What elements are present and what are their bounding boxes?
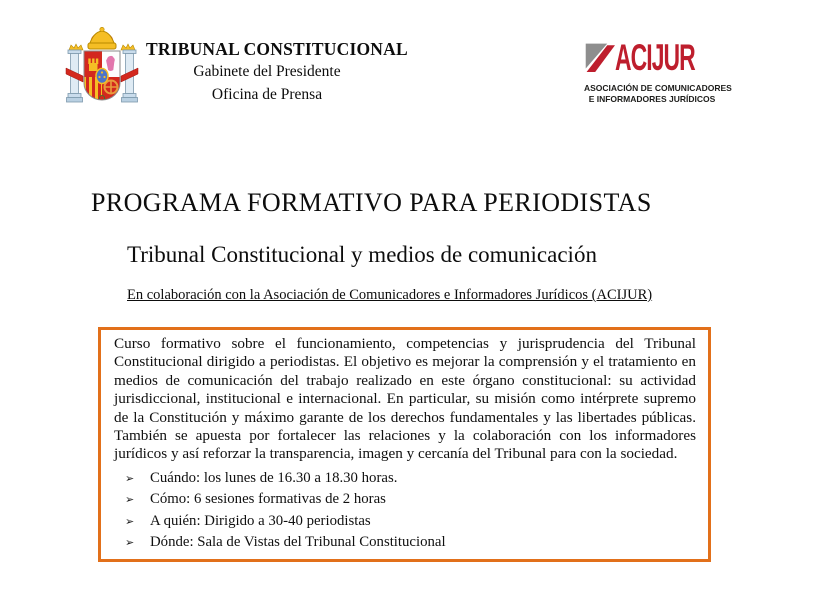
acijur-caption [584, 83, 732, 104]
org-office-line: Oficina de Prensa [211, 86, 323, 103]
list-item [114, 512, 696, 531]
page-title: PROGRAMA FORMATIVO PARA PERIODISTAS [91, 188, 652, 217]
acijur-wordmark: ACIJUR [615, 37, 695, 78]
course-details-list [114, 469, 696, 553]
spain-coat-of-arms-icon [63, 26, 141, 118]
list-item [114, 469, 696, 488]
org-title: TRIBUNAL CONSTITUCIONAL [146, 39, 408, 59]
acijur-caption-line-1: ASOCIACIÓN DE COMUNICADORES [584, 83, 732, 93]
list-item [114, 490, 696, 509]
page-subtitle: Tribunal Constitucional y medios de comunicación [127, 242, 597, 267]
collaboration-line: En colaboración con la Asociación de Comunicadores e Informadores Jurídicos (ACIJUR) [127, 287, 653, 303]
arrow-bullet-icon: ➢ [125, 514, 135, 528]
arrow-bullet-icon: ➢ [125, 536, 135, 550]
detail-where: Dónde: Sala de Vistas del Tribunal Constitucional [150, 534, 446, 551]
org-dept-line: Gabinete del Presidente [193, 63, 341, 80]
arrow-bullet-icon: ➢ [125, 471, 135, 485]
course-description: Curso formativo sobre el funcionamiento, competencias y jurisprudencia del Tribunal Constitucional dirigido a periodistas. El objetivo es mejorar la comprensión y el tratamiento en medios de comunicación del trabajo realizado en este órgano constitucional: su actividad jurisdiccional, institucional e internacional. En particular, su misión como intérprete supremo de la Constitución y máximo garante de los derechos fundamentales y las libertades públicas. También se apuesta por fortalecer las relaciones y la colaboración con los informadores jurídicos y así reforzar la transparencia, imagen y cercanía del Tribunal para con la sociedad. [114, 335, 696, 463]
detail-how: Cómo: 6 sesiones formativas de 2 horas [150, 491, 386, 508]
institution-header [146, 38, 408, 106]
detail-when: Cuándo: los lunes de 16.30 a 18.30 horas. [150, 469, 398, 486]
acijur-logo [584, 37, 732, 104]
acijur-logo-icon [584, 41, 615, 72]
arrow-bullet-icon: ➢ [125, 493, 135, 507]
info-box [98, 327, 711, 562]
detail-who: A quién: Dirigido a 30-40 periodistas [150, 512, 371, 529]
list-item [114, 533, 696, 552]
acijur-caption-line-2: E INFORMADORES JURÍDICOS [588, 93, 716, 104]
